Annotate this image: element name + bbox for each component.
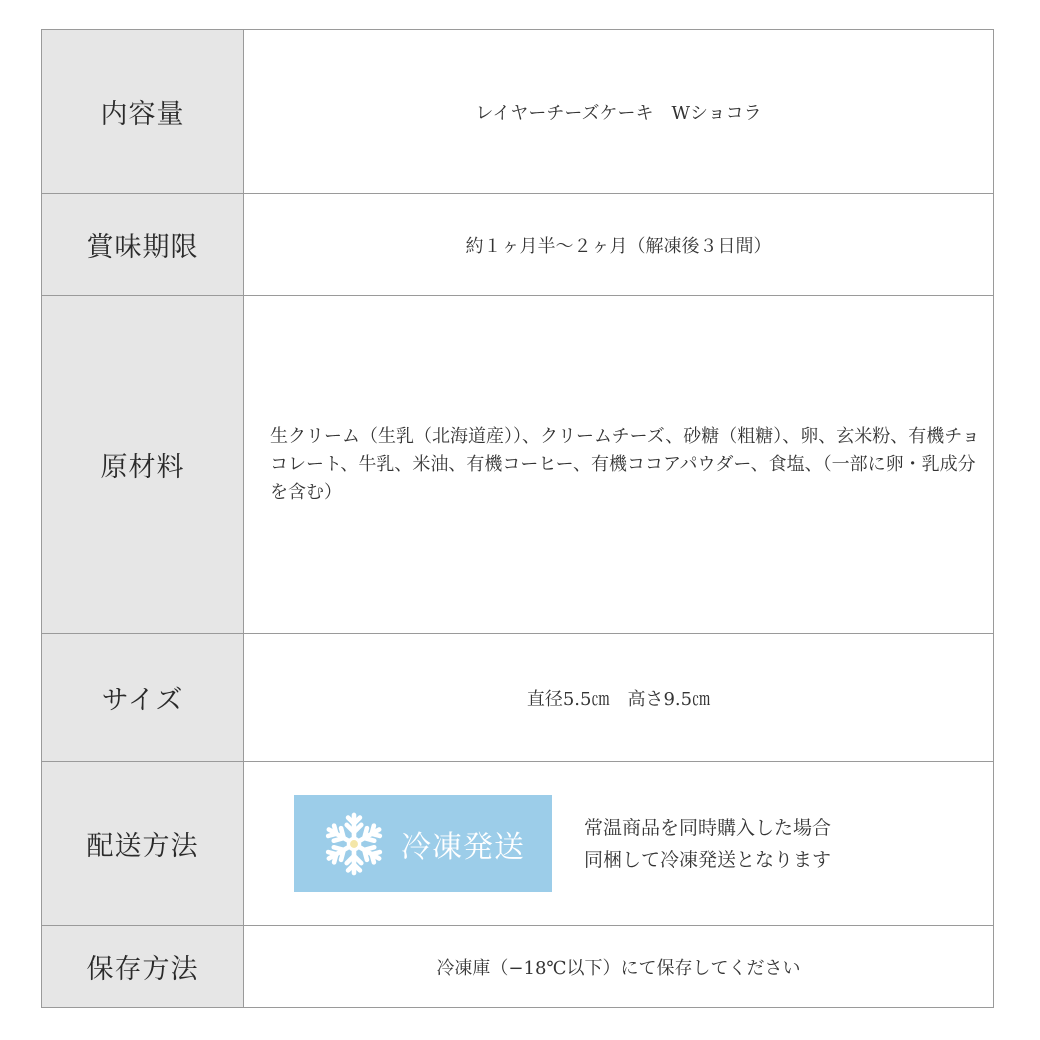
snowflake-icon <box>321 811 387 877</box>
spec-label-storage: 保存方法 <box>42 926 244 1008</box>
shipping-note <box>584 812 831 876</box>
spec-label-shipping: 配送方法 <box>42 762 244 926</box>
product-spec-table <box>41 29 994 1008</box>
spec-value-ingredients: 生クリーム（生乳（北海道産））、クリームチーズ、砂糖（粗糖）、卵、玄米粉、有機チョコレート、牛乳、米油、有機コーヒー、有機ココアパウダー、食塩、（一部に卵・乳成分を含む） <box>244 296 994 634</box>
spec-label-ingredients: 原材料 <box>42 296 244 634</box>
spec-row-size <box>42 634 994 762</box>
spec-label-size: サイズ <box>42 634 244 762</box>
shipping-note-line-2: 同梱して冷凍発送となります <box>584 848 832 871</box>
spec-row-ingredients <box>42 296 994 634</box>
frozen-shipping-badge <box>294 795 552 892</box>
spec-row-best-before <box>42 194 994 296</box>
spec-value-contents: レイヤーチーズケーキ Wショコラ <box>244 30 994 194</box>
shipping-note-line-1: 常温商品を同時購入した場合 <box>584 816 832 839</box>
spec-value-storage: 冷凍庫（−18℃以下）にて保存してください <box>244 926 994 1008</box>
spec-value-best-before: 約１ヶ月半〜２ヶ月（解凍後３日間） <box>244 194 994 296</box>
spec-row-shipping <box>42 762 994 926</box>
shipping-content <box>244 795 993 892</box>
spec-row-contents <box>42 30 994 194</box>
spec-label-contents: 内容量 <box>42 30 244 194</box>
frozen-badge-label: 冷凍発送 <box>401 829 525 865</box>
spec-value-shipping <box>244 762 994 926</box>
spec-value-size: 直径5.5㎝ 高さ9.5㎝ <box>244 634 994 762</box>
spec-label-best-before: 賞味期限 <box>42 194 244 296</box>
spec-row-storage <box>42 926 994 1008</box>
